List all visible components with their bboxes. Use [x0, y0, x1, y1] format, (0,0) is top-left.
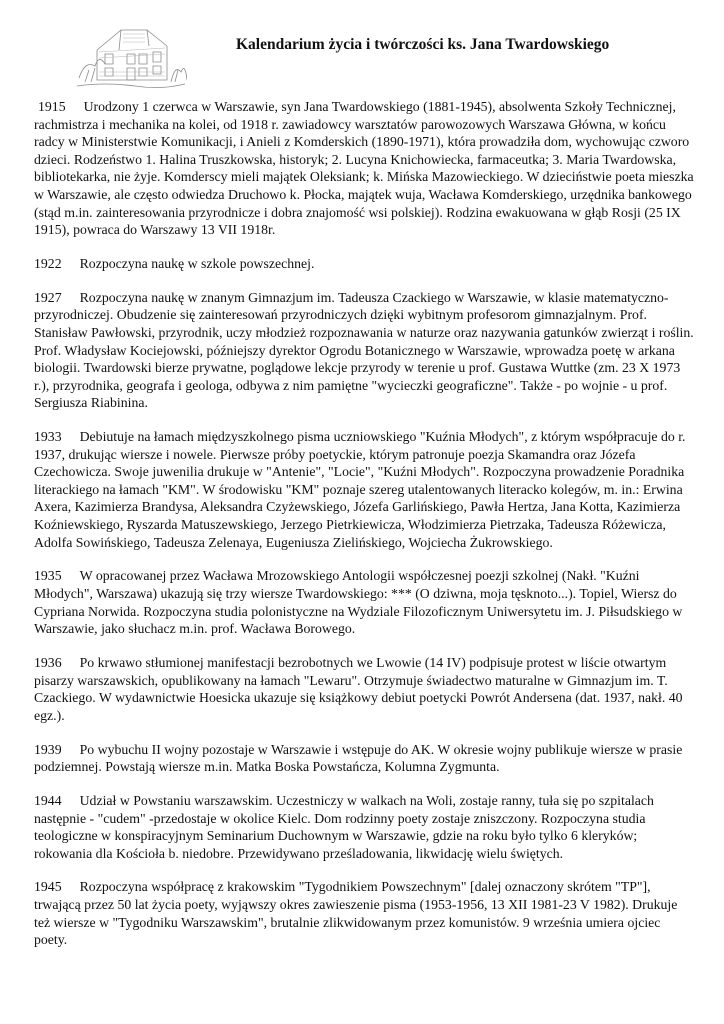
- entry-text: Po krwawo stłumionej manifestacji bezrobotnych we Lwowie (14 IV) podpisuje protest w liście otwartym pisarzy warszawskich, opublikowany na łamach "Lewaru". Otrzymuje świadectwo maturalne w Gimnazjum im. T. Czackiego. W wydawnictwie Hoesicka ukazuje się książkowy debiut poetycki Powrót Andersena (dat. 1937, nakł. 40 egz.).: [34, 654, 683, 723]
- entry-year: 1945: [34, 879, 62, 895]
- entry-year: 1936: [34, 654, 62, 670]
- entry-text: Rozpoczyna naukę w znanym Gimnazjum im. Tadeusza Czackiego w Warszawie, w klasie matematyczno-przyrodniczej. Obudzenie się zainteresowań przyrodniczych dzięki wybitnym profesorom gimnazjalnym. Prof. Stanisław Pawłowski, przyrodnik, uczy młodzież rozpoznawania w naturze oraz nazywania gatunków zwierząt i roślin. Prof. Władysław Kociejowski, późniejszy dyrektor Ogrodu Botanicznego w Warszawie, wprowadza poetę w arkana biologii. Twardowski bierze prywatne, poglądowe lekcje przyrody w terenie u prof. Gustawa Wuttke (zm. 23 X 1973 r.), przyrodnika, geografa i geologa, odbywa z nim pamiętne "wycieczki geograficzne". Także - po wojnie - u prof. Sergiusza Riabinina.: [34, 289, 694, 411]
- entry-year: 1933: [34, 429, 62, 445]
- entry-text: Urodzony 1 czerwca w Warszawie, syn Jana Twardowskiego (1881-1945), absolwenta Szkoły Technicznej, rachmistrza i mechanika na kolei, od 1918 r. zawiadowcy warsztatów parowozowych Warszawa Główna, w końcu radcy w Ministerstwie Komunikacji, i Anieli z Komderskich (1890-1971), która prowadziła dom, wychowując czworo dzieci. Rodzeństwo 1. Halina Truszkowska, historyk; 2. Lucyna Knichowiecka, farmaceutka; 3. Maria Twardowska, bibliotekarka, nie żyje. Komderscy mieli majątek Oleksiank; k. Mińska Mazowieckiego. W dzieciństwie poeta mieszka w Warszawie, ale często odwiedza Druchowo k. Płocka, majątek wuja, Wacława Komderskiego, urzędnika bankowego (stąd m.in. zainteresowania przyrodnicze i dobra znajomość wsi polskiej). Rodzina ewakuowana w głąb Rosji (25 IX 1915), powraca do Warszawy 13 VII 1918r.: [34, 99, 694, 238]
- entry-text: Rozpoczyna naukę w szkole powszechnej.: [79, 255, 315, 271]
- timeline-entry-1936: [34, 654, 696, 724]
- timeline-entry-1933: [34, 428, 696, 551]
- timeline: [34, 98, 696, 965]
- entry-text: Udział w Powstaniu warszawskim. Uczestniczy w walkach na Woli, zostaje ranny, tuła się po szpitalach następnie - "cudem" -przedostaje w okolice Kielc. Dom rodzinny poety zostaje zniszczony. Rozpoczyna studia teologiczne w konspiracyjnym Seminarium Duchownym w Warszawie, gdzie na roku było tylko 6 kleryków; rokowania dla Kościoła b. niedobre. Przewidywano prześladowania, likwidację wielu świętych.: [34, 792, 654, 861]
- entry-year: 1915: [38, 99, 66, 114]
- timeline-entry-1922: [34, 255, 696, 273]
- entry-text: W opracowanej przez Wacława Mrozowskiego Antologii współczesnej poezji szkolnej (Nakł. "Kuźni Młodych", Warszawa) ukazują się trzy wiersze Twardowskiego: *** (O dziwna, moja tęsknoto...). Topiel, Wiersz do Cypriana Norwida. Rozpoczyna studia polonistyczne na Wydziale Filozoficznym Uniwersytetu im. J. Piłsudskiego w Warszawie, jako słuchacz m.in. prof. Wacława Borowego.: [34, 568, 683, 637]
- house-sketch-icon: [75, 20, 187, 92]
- timeline-entry-1935: [34, 567, 696, 637]
- timeline-entry-1944: [34, 792, 696, 862]
- entry-text: Debiutuje na łamach międzyszkolnego pisma uczniowskiego "Kuźnia Młodych", z którym współpracuje do r. 1937, drukując wiersze i nowele. Pierwsze próby poetyckie, którym patronuje poezja Skamandra oraz Józefa Czechowicza. Swoje juwenilia drukuje w "Antenie", "Locie", "Kuźni Młodych". Rozpoczyna prowadzenie Poradnika literackiego na łamach "KM". W środowisku "KM" poznaje szereg utalentowanych literacko kolegów, m. in.: Erwina Axera, Kazimierza Brandysa, Aleksandra Czyżewskiego, Józefa Garlińskiego, Pawła Hertza, Jana Kotta, Kazimierza Koźniewskiego, Ryszarda Matuszewskiego, Jerzego Pietrkiewicza, Włodzimierza Pietrzaka, Tadeusza Różewicza, Adolfa Sowińskiego, Tadeusza Zelenaya, Eugeniusza Zielińskiego, Wojciecha Żukrowskiego.: [34, 429, 686, 550]
- timeline-entry-1927: [34, 289, 696, 412]
- entry-text: Rozpoczyna współpracę z krakowskim "Tygodnikiem Powszechnym" [dalej oznaczony skrótem "TP"], trwającą przez 50 lat życia poety, wyjąwszy okres zawieszenie pisma (1953-1956, 13 XII 1981-23 V 1982). Drukuje też wiersze w "Tygodniku Warszawskim", brutalnie zlikwidowanym przez komunistów. 9 września umiera ojciec poety.: [34, 879, 678, 948]
- entry-year: 1944: [34, 792, 62, 808]
- page-title: Kalendarium życia i twórczości ks. Jana Twardowskiego: [236, 36, 610, 53]
- timeline-entry-1945: [34, 878, 696, 948]
- timeline-entry-1915: [34, 98, 696, 239]
- entry-year: 1939: [34, 741, 62, 757]
- entry-text: Po wybuchu II wojny pozostaje w Warszawie i wstępuje do AK. W okresie wojny publikuje wiersze w prasie podziemnej. Powstają wiersze m.in. Matka Boska Powstańcza, Kolumna Zygmunta.: [34, 741, 683, 775]
- page-header: [0, 0, 724, 95]
- entry-year: 1935: [34, 568, 62, 584]
- entry-year: 1922: [34, 255, 62, 271]
- timeline-entry-1939: [34, 741, 696, 776]
- entry-year: 1927: [34, 289, 62, 305]
